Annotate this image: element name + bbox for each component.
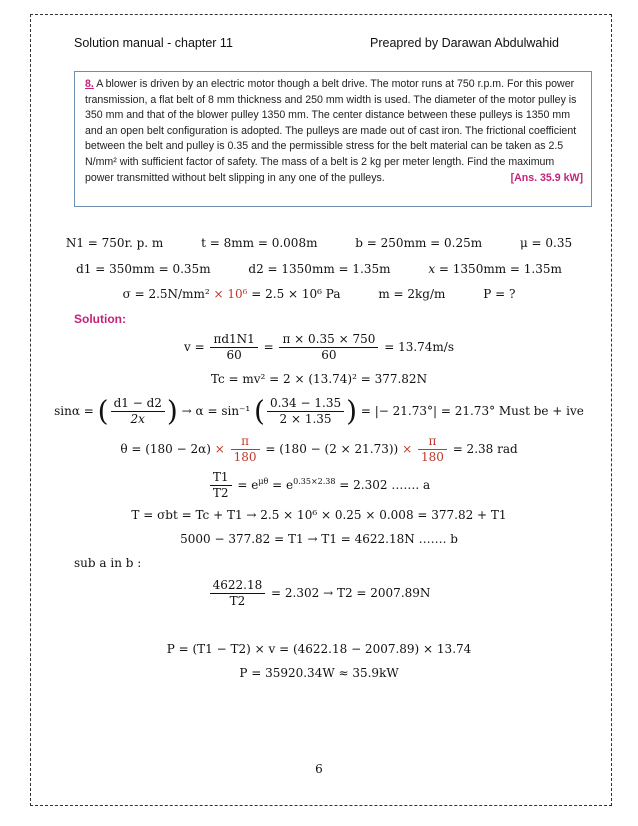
- eq-ratio-a: = e: [237, 478, 259, 492]
- eq-ratio-num: T1: [210, 470, 232, 486]
- eq-ratio-c: = 2.302 ……. a: [335, 478, 431, 492]
- eq-v-den1: 60: [226, 348, 242, 362]
- eq-t2: [0, 578, 638, 609]
- given-x: = 1350mm = 1.35m: [438, 262, 562, 276]
- eq-ratio-b: = e: [268, 478, 294, 492]
- eq-tension-ratio: [0, 470, 638, 501]
- given-row-1: [0, 236, 638, 250]
- eq-sin-num2: 0.34 − 1.35: [267, 396, 344, 412]
- eq-v-num1: πd1N1: [210, 332, 257, 348]
- eq-ratio-frac: [210, 470, 232, 501]
- eq-sin-lhs: sinα =: [54, 404, 94, 418]
- sub-a-in-b: sub a in b :: [74, 556, 142, 570]
- eq-sin-frac1: [111, 396, 165, 427]
- eq-theta-times2: ×: [402, 442, 413, 456]
- eq-velocity: v = $\frac{\pi d1N1}{60}$ = $\frac{\pi \times 0.35 \times 750}{60}$ = 13.74m/s: [183, 332, 455, 362]
- eq-t: T = σbt = Tc + T1 → 2.5 × 10⁶ × 0.25 × 0.008 = 377.82 + T1: [131, 508, 507, 522]
- eq-theta-frac1: [231, 434, 260, 465]
- eq-theta-pi2: π: [418, 434, 447, 450]
- eq-sin-mid: → α = sin⁻¹: [181, 404, 251, 418]
- problem-answer: [Ans. 35.9 kW]: [510, 171, 583, 184]
- eq-theta-c: = 2.38 rad: [452, 442, 518, 456]
- eq-sin-num: d1 − d2: [111, 396, 165, 412]
- eq-t2-num: 4622.18: [210, 578, 266, 594]
- given-t: t = 8mm = 0.008m: [201, 236, 318, 250]
- given-n1: N1 = 750r. p. m: [65, 236, 164, 250]
- eq-sin-den: 2x: [130, 412, 145, 426]
- header-chapter: Solution manual - chapter 11: [74, 36, 233, 50]
- eq-sin-frac2: [267, 396, 344, 427]
- header-author: Preapred by Darawan Abdulwahid: [370, 36, 560, 50]
- eq-t1: 5000 − 377.82 = T1 → T1 = 4622.18N ……. b: [180, 532, 458, 546]
- given-d1: d1 = 350mm = 0.35m: [76, 262, 211, 276]
- given-sigma: σ = 2.5N/mm²: [122, 287, 210, 301]
- eq-power-1: P = (T1 − T2) × v = (4622.18 − 2007.89) × 13.74: [166, 642, 472, 656]
- eq-t2-frac: [210, 578, 266, 609]
- given-p: P = ?: [483, 287, 516, 301]
- eq-theta-b: = (180 − (2 × 21.73)): [265, 442, 399, 456]
- eq-sin-den2: 2 × 1.35: [279, 412, 332, 426]
- eq-theta-frac2: [418, 434, 447, 465]
- eq-theta-times1: ×: [214, 442, 225, 456]
- solution-label: Solution:: [74, 312, 126, 326]
- eq-sin-rhs: = |− 21.73°| = 21.73° Must be + ive: [360, 404, 584, 418]
- eq-ratio-den: T2: [212, 486, 229, 500]
- given-d2: d2 = 1350mm = 1.35m: [248, 262, 391, 276]
- given-row-3: [0, 287, 638, 301]
- given-row-2: [0, 262, 638, 276]
- eq-theta-180-1: 180: [233, 450, 257, 464]
- eq-t2-den: T2: [229, 594, 246, 608]
- eq-theta-pi1: π: [231, 434, 260, 450]
- eq-v-frac1: [210, 332, 257, 363]
- eq-theta-a: θ = (180 − 2α): [120, 442, 211, 456]
- eq-v-frac2: [279, 332, 378, 363]
- given-b: b = 250mm = 0.25m: [355, 236, 483, 250]
- eq-sin-alpha: sinα = ( $\frac{d1 - d2}{2x}$ ) → α = sin⁻¹ ( $\frac{0.34 - 1.35}{2 \times 1.35}$ ) = |− 21.73°| = 21.73° Must be + ive: [54, 394, 584, 428]
- eq-power-2: P = 35920.34W ≈ 35.9kW: [239, 666, 399, 680]
- eq-v-num2: π × 0.35 × 750: [279, 332, 378, 348]
- eq-v-rhs: = 13.74m/s: [384, 340, 455, 354]
- given-mu: μ = 0.35: [519, 236, 573, 250]
- eq-ratio-exp2: 0.35×2.38: [293, 477, 336, 486]
- given-sigma-factor: × 10⁶: [213, 287, 248, 301]
- eq-theta-180-2: 180: [420, 450, 444, 464]
- problem-text: A blower is driven by an electric motor though a belt drive. The motor runs at 750 r.p.m. For this power transmission, a flat belt of 8 mm thickness and 250 mm width is used. The diameter of the motor pulley is 350 mm and that of the blower pulley 1350 mm. The center distance between these pulleys is 1350 mm and an open belt configuration is adopted. The pulleys are made out of cast iron. The frictional coefficient between the belt and pulley is 0.35 and the permissible stress for the belt material can be taken as 2.5 N/mm² with sufficient factor of safety. The mass of a belt is 2 kg per meter length. Find the maximum power transmitted without belt slipping in any one of the pulleys.: [85, 78, 577, 184]
- given-x-var: x: [428, 262, 436, 276]
- eq-v-lhs: v =: [183, 340, 205, 354]
- eq-v-den2: 60: [321, 348, 337, 362]
- eq-tc: Tc = mv² = 2 × (13.74)² = 377.82N: [210, 372, 428, 386]
- page-number: 6: [315, 762, 323, 776]
- problem-number: 8.: [85, 78, 94, 90]
- eq-t2-rhs: = 2.302 → T2 = 2007.89N: [271, 586, 431, 600]
- problem-statement: [74, 71, 592, 207]
- eq-theta: [0, 434, 638, 465]
- given-mass: m = 2kg/m: [378, 287, 446, 301]
- eq-ratio-exp1: μθ: [258, 477, 269, 486]
- given-sigma-pa: = 2.5 × 10⁶ Pa: [251, 287, 341, 301]
